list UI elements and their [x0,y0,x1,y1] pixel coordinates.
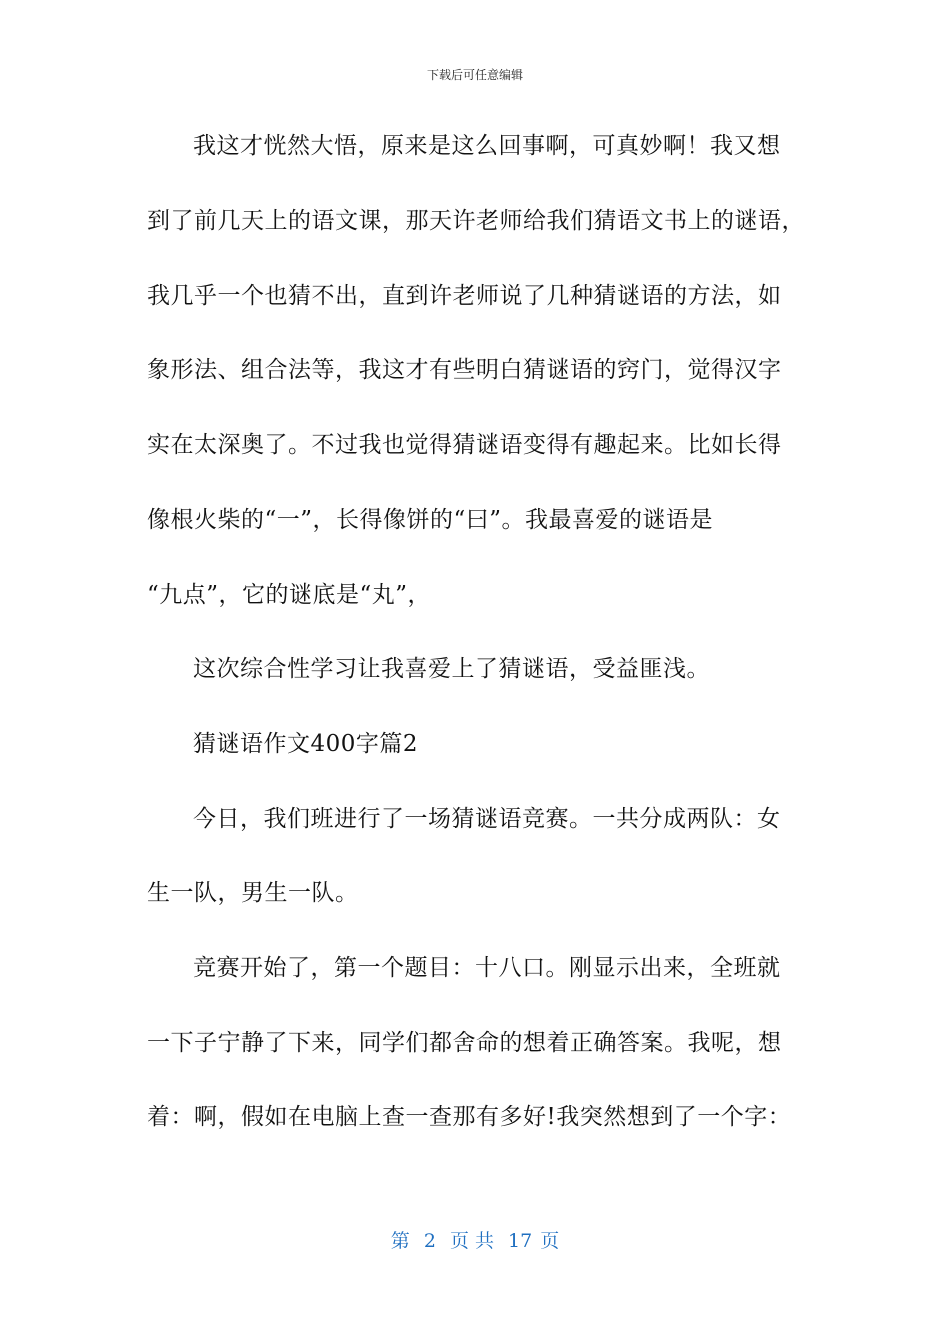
page-header-note: 下载后可任意编辑 [426,68,523,82]
text-line: 象形法、组合法等，我这才有些明白猜谜语的窍门，觉得汉字 [147,357,782,383]
text-line: 实在太深奥了。不过我也觉得猜谜语变得有趣起来。比如长得 [147,432,782,458]
total-page-count: 17 [508,1230,533,1252]
text-line: 着：啊，假如在电脑上查一查那有多好!我突然想到了一个字： [147,1104,792,1130]
text-line: 我这才恍然大悟，原来是这么回事啊，可真妙啊！我又想 [193,133,781,159]
text-line: 一下子宁静了下来，同学们都舍命的想着正确答案。我呢，想 [147,1030,782,1056]
page-number-footer [0,1226,950,1253]
section-heading: 猜谜语作文400字篇2 [193,731,419,757]
text-line: 像根火柴的“一”，长得像饼的“曰”。我最喜爱的谜语是 [147,507,714,533]
text-line: 到了前几天上的语文课，那天许老师给我们猜语文书上的谜语， [147,208,805,234]
footer-prefix: 第 [390,1230,410,1252]
text-line: 生一队，男生一队。 [147,880,359,906]
text-line: 今日，我们班进行了一场猜谜语竞赛。一共分成两队：女 [193,806,781,832]
text-line: 这次综合性学习让我喜爱上了猜谜语，受益匪浅。 [193,656,710,682]
footer-suffix: 页 [540,1230,560,1252]
text-line: “九点”，它的谜底是“丸”， [147,582,432,608]
text-line: 竞赛开始了，第一个题目：十八口。刚显示出来，全班就 [193,955,781,981]
current-page-number: 2 [423,1230,436,1252]
text-line: 我几乎一个也猜不出，直到许老师说了几种猜谜语的方法，如 [147,283,782,309]
footer-middle: 页 共 [449,1230,494,1252]
